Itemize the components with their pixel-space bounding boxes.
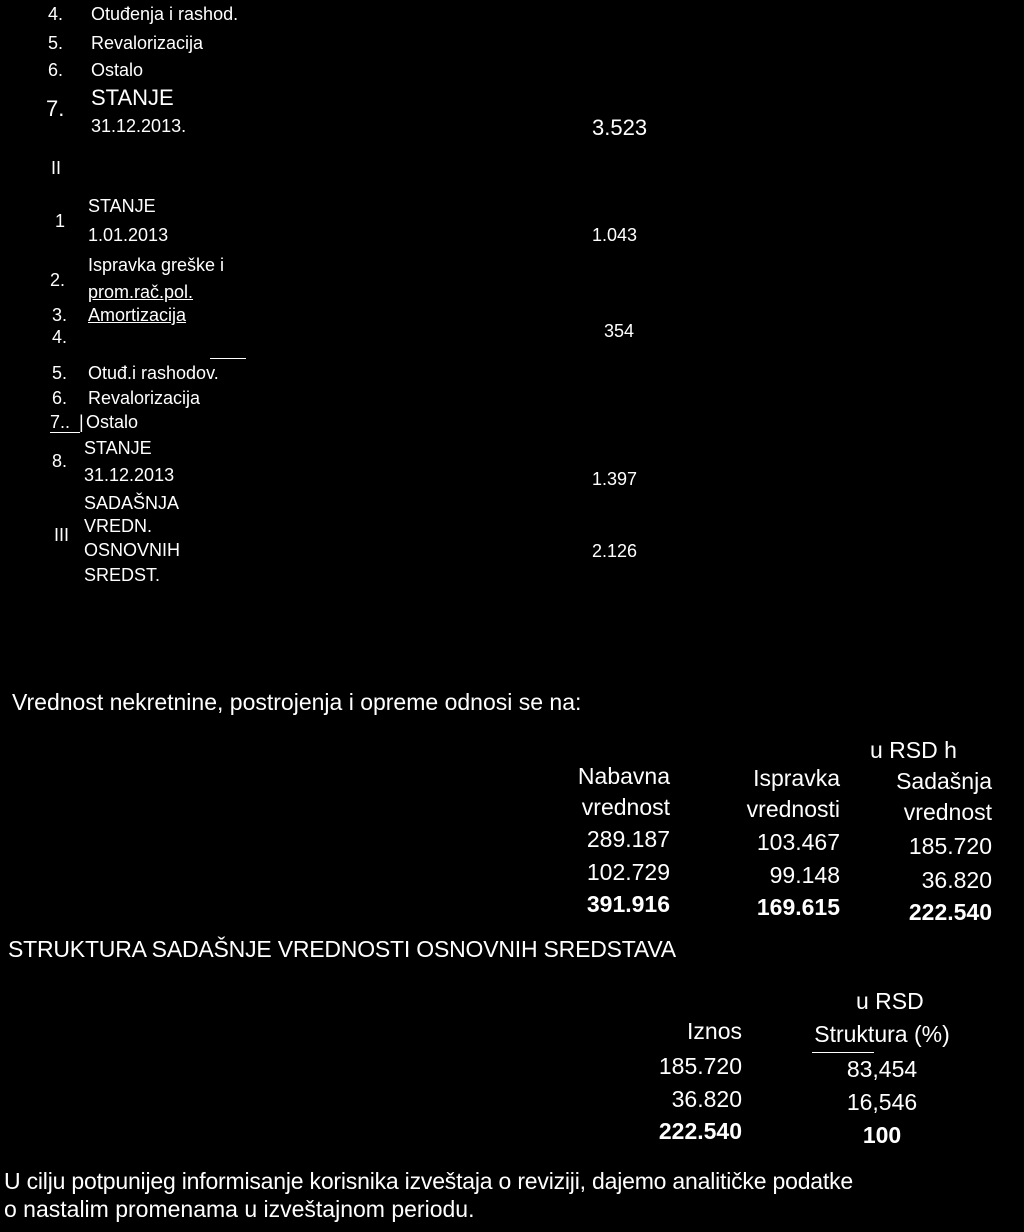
table-intro: Vrednost nekretnine, postrojenja i opreme odnosi se na: — [12, 689, 582, 715]
structure-cell: 185.720 — [658, 1053, 742, 1079]
row-label: Ostalo — [91, 60, 144, 80]
table-cell: 103.467 — [756, 829, 840, 855]
row-value: 354 — [604, 321, 635, 341]
row-number: 2. — [50, 270, 66, 290]
row-number: 6. — [48, 60, 64, 80]
row-label: Otuđ.i rashodov. — [88, 363, 219, 383]
section-value: 2.126 — [592, 541, 638, 561]
row-number: 3. — [52, 305, 68, 325]
row-number: 7. — [46, 96, 65, 121]
header-correction-value-2: vrednosti — [746, 796, 840, 822]
row-label-cont: prom.rač.pol. — [88, 282, 194, 302]
row-label: STANJE — [84, 438, 152, 458]
row-value: 1.397 — [592, 469, 638, 489]
row-number: 1 — [55, 211, 66, 231]
table-total: 391.916 — [586, 891, 670, 917]
row-label: Ispravka greške i — [88, 255, 225, 275]
row-value: 1.043 — [592, 225, 638, 245]
structure-title: STRUKTURA SADAŠNJE VREDNOSTI OSNOVNIH SREDSTAVA — [8, 936, 676, 962]
header-underline — [812, 1052, 874, 1053]
table-total: 169.615 — [756, 894, 840, 920]
section-label-line: OSNOVNIH — [84, 540, 181, 560]
structure-cell: 83,454 — [846, 1056, 918, 1082]
row-label-date: 31.12.2013 — [84, 465, 175, 485]
structure-total: 222.540 — [658, 1118, 742, 1144]
footer-line: U cilju potpunijeg informisanje korisnika izveštaja o reviziji, dajemo analitičke podatke — [4, 1168, 853, 1194]
row-number: 7.. — [50, 412, 71, 432]
section-label-line: VREDN. — [84, 516, 153, 536]
table-cell: 36.820 — [921, 867, 992, 893]
header-present-value-1: Sadašnja — [896, 768, 992, 794]
table-cell: 185.720 — [908, 833, 992, 859]
row-label: STANJE — [91, 85, 174, 110]
row-label: Revalorizacija — [88, 388, 201, 408]
row-number: 8. — [52, 451, 68, 471]
row-number: 4. — [52, 327, 68, 347]
row-label: Ostalo — [86, 412, 139, 432]
row-number: 5. — [48, 33, 64, 53]
table-cell: 102.729 — [586, 859, 670, 885]
row-number: 4. — [48, 4, 64, 24]
table-total: 222.540 — [908, 899, 992, 925]
section-label-line: SREDST. — [84, 565, 161, 585]
overline — [210, 358, 246, 359]
structure-total: 100 — [862, 1122, 902, 1148]
row-number: 5. — [52, 363, 68, 383]
header-present-value-2: vrednost — [903, 799, 992, 825]
unit-label — [870, 739, 957, 762]
row-label: STANJE — [88, 196, 156, 216]
table-cell: 99.148 — [769, 862, 840, 888]
row-label: Revalorizacija — [91, 33, 204, 53]
row-label-date: 31.12.2013. — [91, 116, 187, 136]
structure-cell: 36.820 — [671, 1086, 742, 1112]
number-underline — [50, 432, 80, 433]
row-value: 3.523 — [592, 115, 648, 140]
section-label-line: SADAŠNJA — [84, 493, 180, 513]
unit-text: u RSD h — [870, 737, 957, 763]
row-number: 6. — [52, 388, 68, 408]
row-label: Amortizacija — [88, 305, 187, 325]
header-purchase-value-1: Nabavna — [577, 763, 670, 789]
table-cell: 289.187 — [586, 826, 670, 852]
footer-line: o nastalim promenama u izveštajnom periodu. — [4, 1196, 475, 1222]
section-numeral: III — [54, 525, 70, 545]
column-divider: | — [79, 412, 84, 432]
row-label-date: 1.01.2013 — [88, 225, 169, 245]
header-purchase-value-2: vrednost — [581, 794, 670, 820]
structure-unit: u RSD — [856, 988, 924, 1014]
header-correction-value-1: Ispravka — [753, 765, 840, 791]
structure-cell: 16,546 — [846, 1089, 918, 1115]
header-amount: Iznos — [687, 1018, 742, 1044]
section-numeral: II — [51, 158, 62, 178]
row-label: Otuđenja i rashod. — [91, 4, 239, 24]
header-structure: Struktura (%) — [814, 1021, 950, 1047]
